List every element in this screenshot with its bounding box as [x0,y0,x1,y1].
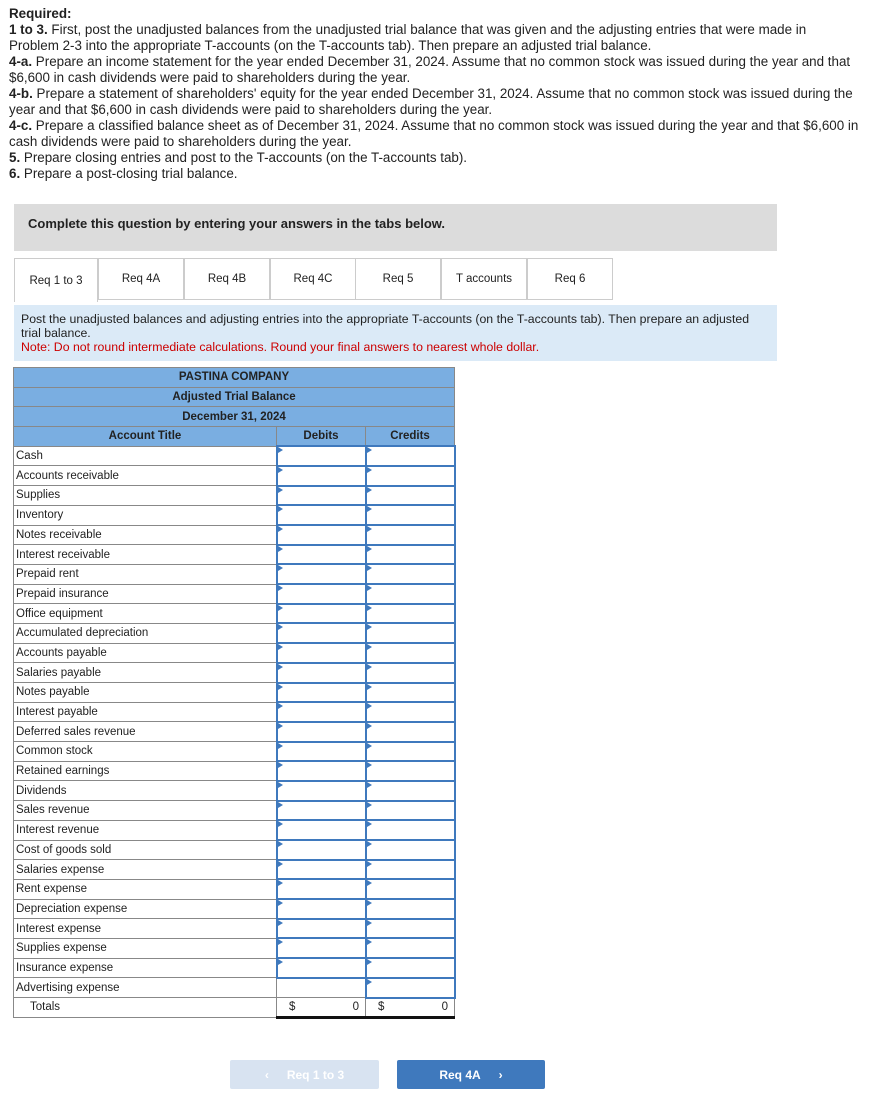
account-title: Deferred sales revenue [14,722,277,742]
credit-input[interactable] [366,545,455,565]
credit-input[interactable] [366,505,455,525]
credit-input[interactable] [366,604,455,624]
table-row [14,820,455,840]
credit-input[interactable] [366,466,455,486]
table-row [14,663,455,683]
account-title: Common stock [14,742,277,762]
table-row [14,702,455,722]
table-row [14,525,455,545]
debit-input[interactable] [277,978,366,998]
account-title: Cost of goods sold [14,840,277,860]
debit-input[interactable] [277,781,366,801]
credit-input[interactable] [366,879,455,899]
complete-banner [14,204,777,251]
debit-input[interactable] [277,564,366,584]
tab-req-4a[interactable]: Req 4A [98,258,184,300]
table-row [14,899,455,919]
requirement-text: Prepare an income statement for the year ended December 31, 2024. Assume that no common stock was issued during the year and that $6,600 in cash dividends were paid to shareholders during the year. [9,54,851,85]
requirement-text: Prepare a post-closing trial balance. [20,166,238,181]
credit-input[interactable] [366,643,455,663]
debit-input[interactable] [277,525,366,545]
instructions [14,305,777,361]
credit-input[interactable] [366,525,455,545]
debit-input[interactable] [277,702,366,722]
totals-row [14,998,455,1018]
col-credits: Credits [366,427,455,447]
debit-input[interactable] [277,938,366,958]
total-credits [366,998,455,1018]
tab-req-4c[interactable]: Req 4C [270,258,356,300]
account-title: Supplies [14,486,277,506]
debit-input[interactable] [277,486,366,506]
debit-input[interactable] [277,820,366,840]
credit-input[interactable] [366,820,455,840]
requirement-text: Prepare a classified balance sheet as of December 31, 2024. Assume that no common stock was issued during the year and that $6,600 in cash dividends were paid to shareholders during the year. [9,118,859,149]
account-title: Notes receivable [14,525,277,545]
account-title: Interest payable [14,702,277,722]
account-title: Prepaid insurance [14,584,277,604]
tab-bar [14,258,614,302]
debit-input[interactable] [277,840,366,860]
credit-input[interactable] [366,860,455,880]
tab-req-1-to-3[interactable]: Req 1 to 3 [14,258,98,302]
credit-input[interactable] [366,564,455,584]
tab-t-accounts[interactable]: T accounts [441,258,527,300]
debit-input[interactable] [277,761,366,781]
debit-input[interactable] [277,801,366,821]
account-title: Depreciation expense [14,899,277,919]
table-row [14,564,455,584]
credit-input[interactable] [366,683,455,703]
prev-button[interactable] [230,1060,379,1089]
account-title: Prepaid rent [14,564,277,584]
debit-input[interactable] [277,899,366,919]
table-row [14,781,455,801]
account-title: Salaries expense [14,860,277,880]
debit-input[interactable] [277,466,366,486]
chevron-left-icon: ‹ [264,1067,269,1082]
debit-input[interactable] [277,663,366,683]
requirement-item [9,166,859,182]
credit-input[interactable] [366,958,455,978]
totals-label: Totals [14,998,277,1018]
credit-input[interactable] [366,623,455,643]
requirement-label: 6. [9,166,21,181]
debit-input[interactable] [277,643,366,663]
chevron-right-icon: › [498,1067,503,1082]
account-title: Accumulated depreciation [14,623,277,643]
debit-input[interactable] [277,683,366,703]
requirement-item [9,22,859,54]
requirement-label: 4-a. [9,54,33,69]
table-row [14,879,455,899]
table-row [14,801,455,821]
table-row [14,742,455,762]
total-credits-value: 0 [441,1001,448,1014]
account-title: Sales revenue [14,801,277,821]
debit-input[interactable] [277,879,366,899]
account-title: Accounts receivable [14,466,277,486]
account-title: Rent expense [14,879,277,899]
next-button[interactable] [397,1060,545,1089]
debit-input[interactable] [277,545,366,565]
table-row [14,604,455,624]
credit-input[interactable] [366,761,455,781]
statement-title: Adjusted Trial Balance [14,387,455,407]
table-row [14,545,455,565]
required-heading: Required: [9,6,72,21]
table-row [14,919,455,939]
account-title: Notes payable [14,683,277,703]
table-row [14,505,455,525]
debit-input[interactable] [277,623,366,643]
credit-input[interactable] [366,722,455,742]
account-title: Interest revenue [14,820,277,840]
total-debits-value: 0 [352,1000,359,1013]
tab-req-5[interactable]: Req 5 [355,258,441,300]
requirement-item [9,54,859,86]
requirement-label: 4-c. [9,118,33,133]
debit-input[interactable] [277,446,366,466]
debit-input[interactable] [277,919,366,939]
table-row [14,761,455,781]
table-row [14,860,455,880]
requirement-text: First, post the unadjusted balances from the unadjusted trial balance that was given and the adjusting entries that were made in Problem 2-3 into the appropriate T-accounts (on the T-accounts tab). Then prepare an adjusted trial balance. [9,22,807,53]
account-title: Interest expense [14,919,277,939]
account-title: Cash [14,446,277,466]
requirement-item [9,86,859,118]
credit-input[interactable] [366,781,455,801]
currency-symbol: $ [378,1001,385,1014]
requirement-label: 4-b. [9,86,33,101]
account-title: Retained earnings [14,761,277,781]
account-title: Salaries payable [14,663,277,683]
credit-input[interactable] [366,801,455,821]
credit-input[interactable] [366,742,455,762]
table-row [14,840,455,860]
table-row [14,584,455,604]
table-row [14,938,455,958]
adjusted-trial-balance-table [13,367,456,1019]
account-title: Inventory [14,505,277,525]
account-title: Dividends [14,781,277,801]
debit-input[interactable] [277,584,366,604]
requirement-text: Prepare closing entries and post to the T-accounts (on the T-accounts tab). [20,150,468,165]
account-title: Accounts payable [14,643,277,663]
table-row [14,446,455,466]
credit-input[interactable] [366,584,455,604]
table-row [14,643,455,663]
credit-input[interactable] [366,938,455,958]
tab-req-4b[interactable]: Req 4B [184,258,270,300]
account-title: Supplies expense [14,938,277,958]
debit-input[interactable] [277,604,366,624]
table-row [14,683,455,703]
account-title: Advertising expense [14,978,277,998]
debit-input[interactable] [277,505,366,525]
total-debits [277,998,366,1018]
prev-label: Req 1 to 3 [286,1067,345,1082]
account-title: Interest receivable [14,545,277,565]
table-row [14,466,455,486]
instructions-note: Note: Do not round intermediate calculations. Round your final answers to nearest whole dollar. [21,340,540,354]
table-row [14,958,455,978]
debit-input[interactable] [277,958,366,978]
requirement-item [9,118,859,150]
credit-input[interactable] [366,663,455,683]
debit-input[interactable] [277,742,366,762]
credit-input[interactable] [366,978,455,998]
credit-input[interactable] [366,446,455,466]
instructions-text: Post the unadjusted balances and adjusting entries into the appropriate T-accounts (on the T-accounts tab). Then prepare an adjusted trial balance. [21,312,750,340]
debit-input[interactable] [277,722,366,742]
table-row [14,978,455,998]
table-row [14,623,455,643]
requirement-item [9,150,859,166]
statement-date: December 31, 2024 [14,407,455,427]
col-debits: Debits [277,427,366,447]
debit-input[interactable] [277,860,366,880]
currency-symbol: $ [289,1000,296,1013]
credit-input[interactable] [366,702,455,722]
tab-req-6[interactable]: Req 6 [527,258,613,300]
account-title: Office equipment [14,604,277,624]
requirement-label: 1 to 3. [9,22,48,37]
requirement-text: Prepare a statement of shareholders' equity for the year ended December 31, 2024. Assume that no common stock was issued during the year and that $6,600 in cash dividends were paid to shareholders during the year. [9,86,853,117]
credit-input[interactable] [366,919,455,939]
requirement-label: 5. [9,150,21,165]
table-row [14,722,455,742]
table-row [14,486,455,506]
credit-input[interactable] [366,899,455,919]
company-name: PASTINA COMPANY [14,368,455,388]
credit-input[interactable] [366,486,455,506]
account-title: Insurance expense [14,958,277,978]
credit-input[interactable] [366,840,455,860]
requirements [9,6,859,182]
col-account-title: Account Title [14,427,277,447]
next-label: Req 4A [439,1067,481,1082]
complete-text: Complete this question by entering your answers in the tabs below. [28,216,446,231]
